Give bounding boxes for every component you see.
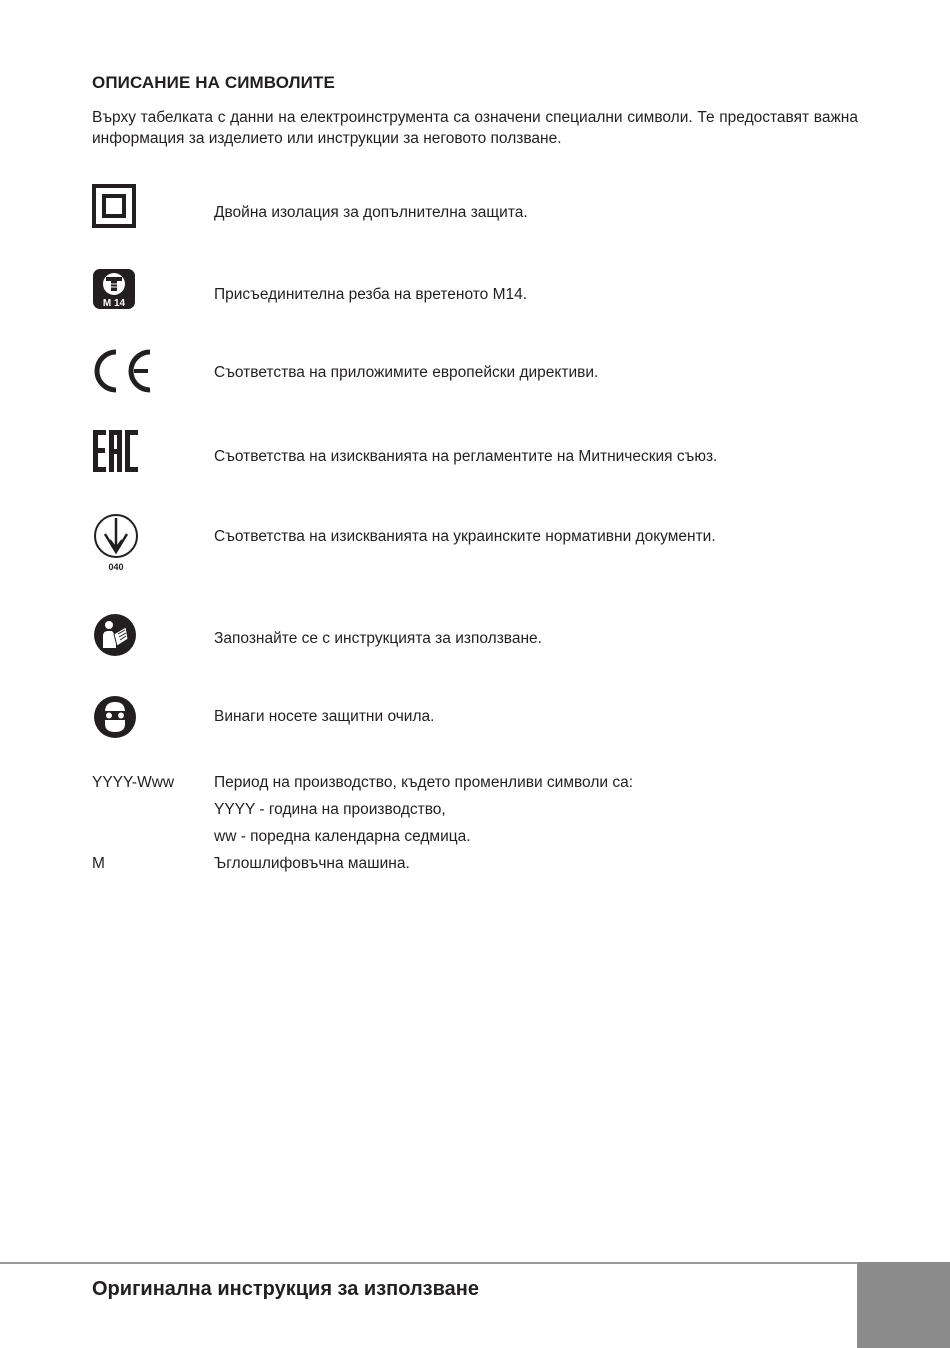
spindle-thread-m14-icon bbox=[92, 268, 136, 310]
symbol-description: Съответства на изискванията на регламентите на Митническия съюз. bbox=[214, 448, 718, 465]
definition-description: Период на производство, където променливи символи са: bbox=[214, 774, 634, 791]
m14-label: M 14 bbox=[102, 298, 126, 309]
section-heading: ОПИСАНИЕ НА СИМВОЛИТЕ bbox=[92, 73, 335, 92]
code-040-label: 040 bbox=[108, 562, 124, 572]
double-insulation-icon bbox=[92, 184, 136, 228]
read-manual-icon bbox=[92, 612, 138, 658]
definition-line-year: YYYY - година на производство, bbox=[214, 801, 446, 818]
definition-line-week: ww - поредна календарна седмица. bbox=[214, 828, 471, 845]
symbol-description: Запознайте се с инструкцията за използване. bbox=[214, 630, 542, 647]
symbol-description: Съответства на изискванията на украинските нормативни документи. bbox=[214, 528, 716, 545]
definition-term: YYYY-Www bbox=[92, 774, 175, 791]
eac-mark-icon bbox=[92, 428, 140, 474]
definition-term: M bbox=[92, 855, 105, 872]
symbol-row-read-manual bbox=[92, 612, 872, 672]
ce-mark-icon bbox=[92, 348, 154, 394]
symbol-description: Съответства на приложимите европейски директиви. bbox=[214, 364, 599, 381]
symbol-description: Двойна изолация за допълнителна защита. bbox=[214, 204, 528, 221]
symbol-description: Винаги носете защитни очила. bbox=[214, 708, 435, 725]
intro-paragraph: Върху табелката с данни на електроинструмента са означени специални символи. Те предоставят важна информация за изделието или инструкции за неговото ползване. bbox=[92, 109, 858, 147]
symbol-row-spindle-thread bbox=[92, 268, 872, 328]
footer-divider bbox=[0, 1262, 857, 1264]
footer-title: Оригинална инструкция за използване bbox=[92, 1278, 479, 1300]
symbol-row-ce bbox=[92, 348, 872, 408]
symbol-row-double-insulation bbox=[92, 184, 872, 244]
symbol-row-ukraine bbox=[92, 512, 872, 572]
safety-goggles-icon bbox=[92, 694, 138, 740]
ukraine-conformity-icon bbox=[92, 512, 140, 574]
symbol-row-goggles bbox=[92, 694, 872, 754]
footer-page-tab bbox=[857, 1262, 950, 1348]
symbol-row-eac bbox=[92, 428, 872, 488]
symbol-description: Присъединителна резба на вретеното M14. bbox=[214, 286, 528, 303]
definition-description: Ъглошлифовъчна машина. bbox=[214, 855, 410, 872]
